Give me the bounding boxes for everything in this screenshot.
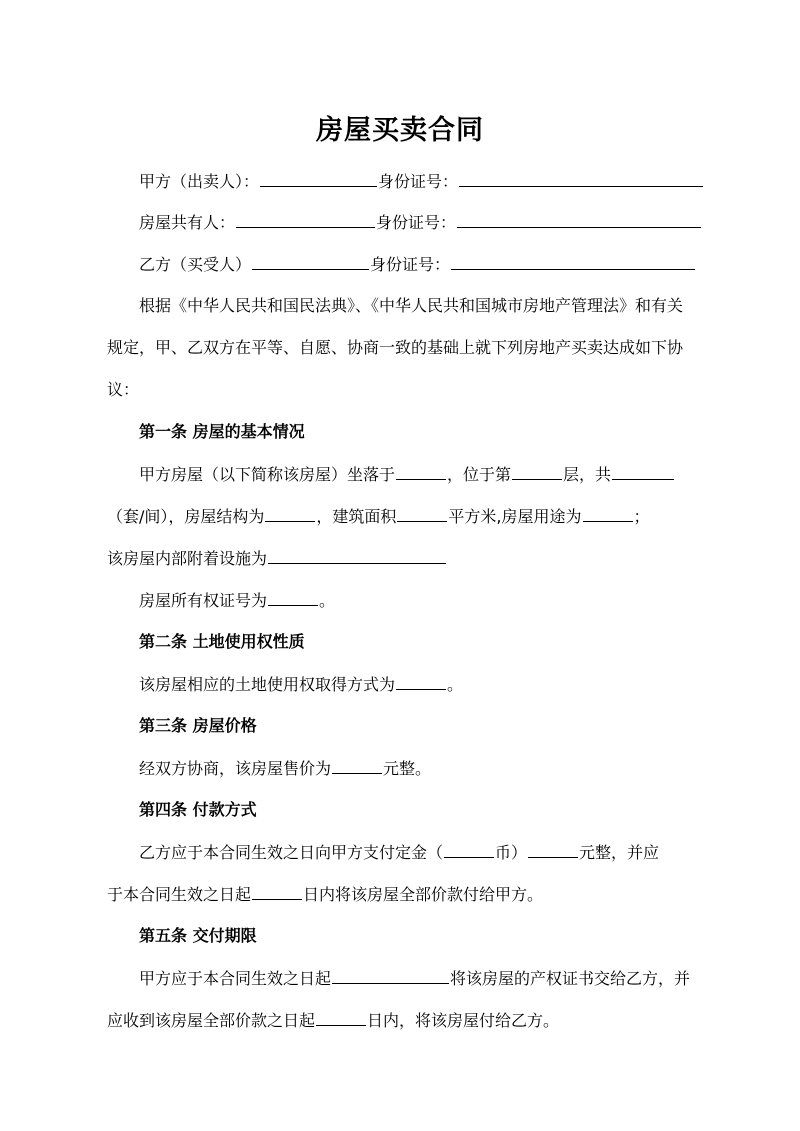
article-4-line-1 (139, 842, 659, 863)
text-segment: 将该房屋的产权证书交给乙方，并 (450, 969, 691, 988)
article-4-line-2 (107, 884, 543, 905)
text-segment: ，建筑面积 (316, 507, 397, 526)
intro-line-3: 议： (107, 380, 140, 399)
seller-label: 甲方（出卖人）： (139, 172, 260, 191)
text-segment: （套/间），房屋结构为 (107, 507, 265, 526)
handover-days-blank (316, 1010, 366, 1026)
location-blank (396, 464, 446, 480)
text-segment: 该房屋内部附着设施为 (107, 549, 268, 568)
article-1-line-3 (107, 548, 447, 569)
floor-blank (512, 464, 562, 480)
text-segment: ，位于第 (447, 465, 512, 484)
structure-blank (265, 506, 315, 522)
area-blank (397, 506, 447, 522)
buyer-label: 乙方（买受人） (139, 255, 252, 274)
deposit-amount-blank (528, 842, 578, 858)
text-segment: 于本合同生效之日起 (107, 885, 252, 904)
intro-line-2: 规定，甲、乙双方在平等、自愿、协商一致的基础上就下列房地产买卖达成如下协 (107, 338, 684, 357)
payment-days-blank (252, 884, 302, 900)
text-segment: 。 (319, 591, 336, 610)
article-2-heading: 第二条 土地使用权性质 (139, 632, 305, 651)
text-segment: 元整，并应 (579, 843, 660, 862)
deposit-currency-blank (444, 842, 494, 858)
certificate-number-blank (268, 590, 318, 606)
text-segment: 平方米,房屋用途为 (448, 507, 582, 526)
text-segment: 层，共 (563, 465, 612, 484)
text-segment: 乙方应于本合同生效之日向甲方支付定金（ (139, 843, 444, 862)
article-2-line-1 (139, 674, 463, 695)
article-5-heading: 第五条 交付期限 (139, 926, 257, 945)
article-5-line-2 (107, 1010, 559, 1031)
seller-name-blank (260, 171, 377, 187)
text-segment: 该房屋相应的土地使用权取得方式为 (139, 675, 396, 694)
article-4-heading: 第四条 付款方式 (139, 800, 257, 819)
seller-id-blank (459, 171, 703, 187)
buyer-id-blank (451, 254, 695, 270)
coowner-line (139, 212, 702, 233)
text-segment: 甲方应于本合同生效之日起 (139, 969, 332, 988)
coowner-label: 房屋共有人： (139, 213, 236, 232)
total-blank (612, 464, 674, 480)
text-segment: 日内将该房屋全部价款付给甲方。 (303, 885, 544, 904)
text-segment: 应收到该房屋全部价款之日起 (107, 1011, 316, 1030)
facilities-blank (268, 548, 446, 564)
seller-line (139, 171, 704, 192)
article-3-line-1 (139, 758, 431, 779)
text-segment: 房屋所有权证号为 (139, 591, 268, 610)
usage-blank (583, 506, 633, 522)
coowner-id-label: 身份证号： (376, 213, 457, 232)
text-segment: 币） (495, 843, 528, 862)
coowner-name-blank (236, 212, 375, 228)
article-1-line-2 (107, 506, 650, 527)
seller-id-label: 身份证号： (378, 172, 459, 191)
text-segment: 。 (447, 675, 464, 694)
document-title: 房屋买卖合同 (316, 115, 484, 146)
text-segment: 经双方协商，该房屋售价为 (139, 759, 332, 778)
text-segment: 甲方房屋（以下简称该房屋）坐落于 (139, 465, 396, 484)
article-1-heading: 第一条 房屋的基本情况 (139, 422, 305, 441)
buyer-id-label: 身份证号： (370, 255, 451, 274)
article-1-line-1 (139, 464, 675, 485)
buyer-line (139, 254, 696, 275)
coowner-id-blank (457, 212, 701, 228)
price-blank (332, 758, 382, 774)
certificate-delivery-blank (332, 968, 449, 984)
article-1-line-4 (139, 590, 335, 611)
text-segment: 元整。 (383, 759, 432, 778)
article-5-line-1 (139, 968, 690, 989)
text-segment: ； (633, 507, 650, 526)
buyer-name-blank (252, 254, 369, 270)
intro-line-1: 根据《中华人民共和国民法典》、《中华人民共和国城市房地产管理法》和有关 (139, 296, 684, 315)
article-3-heading: 第三条 房屋价格 (139, 716, 257, 735)
land-use-method-blank (396, 674, 446, 690)
text-segment: 日内，将该房屋付给乙方。 (367, 1011, 560, 1030)
